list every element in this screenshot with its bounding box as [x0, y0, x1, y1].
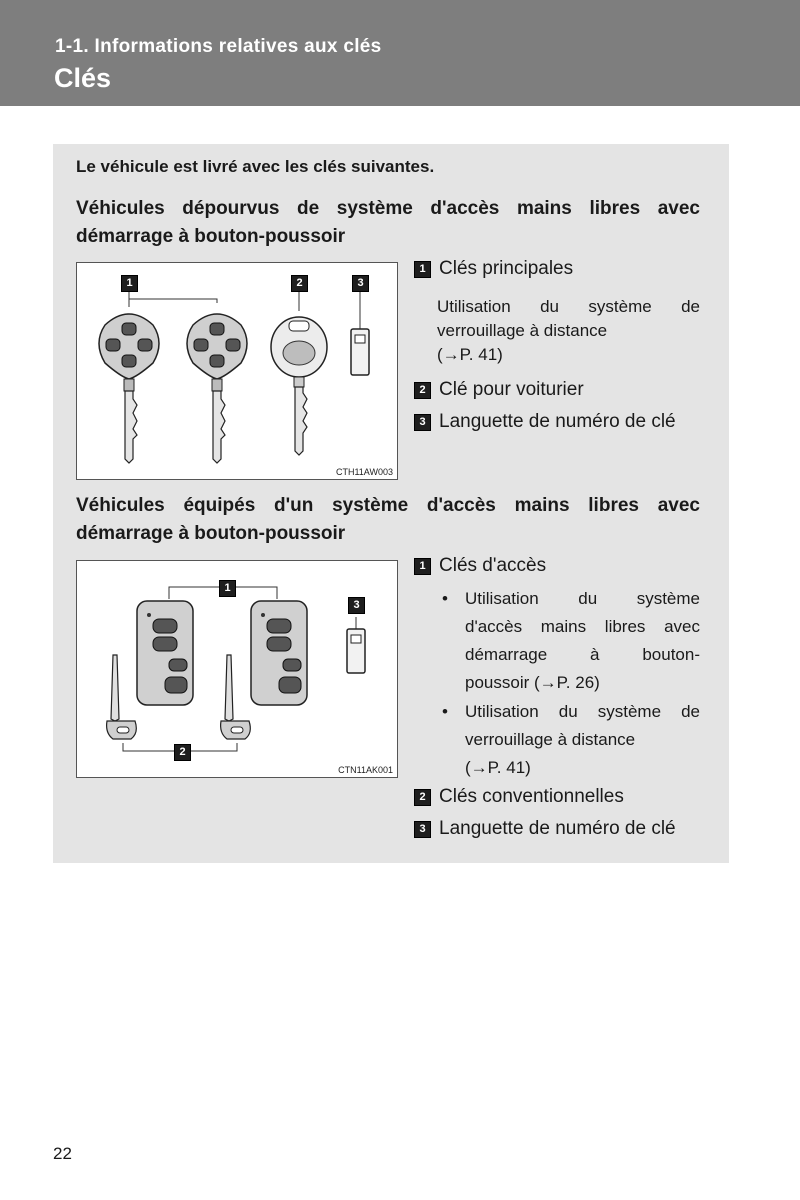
legend-item-electronic-keys — [414, 555, 546, 577]
bullet-line: verrouillage à distance — [465, 730, 636, 749]
section-a-title-line2: démarrage à bouton-poussoir — [76, 226, 346, 247]
legend-item-master-keys — [414, 258, 573, 280]
legend-item-key-number-tag — [414, 411, 676, 433]
figure-b-callout-3: 3 — [348, 597, 365, 614]
page-reference: (→P. 41) — [437, 345, 503, 364]
mechanical-key-1-icon — [107, 655, 137, 739]
master-keys-description — [437, 295, 700, 367]
key-number-tag-icon — [351, 329, 369, 375]
figure-b-callout-1: 1 — [219, 580, 236, 597]
legend-item-valet-key — [414, 379, 584, 401]
figure-keys-with-smart-access — [76, 560, 398, 778]
bullet-line: démarrage à bouton- — [465, 645, 700, 664]
item-label: Languette de numéro de clé — [439, 411, 676, 432]
bullet-dot: • — [442, 589, 448, 608]
master-key-2-icon — [187, 314, 247, 463]
section-title: 1-1. Informations relatives aux clés — [55, 36, 382, 57]
figure-keys-without-smart-access — [76, 262, 398, 480]
page-heading: Clés — [54, 63, 112, 93]
figure-a-callout-1: 1 — [121, 275, 138, 292]
bullet-line: Utilisation du système de — [465, 702, 700, 721]
section-a-title — [76, 195, 700, 251]
bullet-text — [465, 585, 700, 697]
section-b-title-line1: Véhicules équipés d'un système d'accès mains libres avec — [76, 495, 700, 516]
item-number-badge: 1 — [414, 558, 431, 575]
bullet-line: d'accès mains libres avec — [465, 617, 700, 636]
section-b-title — [76, 492, 700, 548]
key-number-tag-icon — [347, 617, 365, 673]
desc-line: Utilisation du système de — [437, 297, 700, 316]
mechanical-key-2-icon — [221, 655, 251, 739]
keys-illustration-a — [77, 263, 397, 479]
item-number-badge: 3 — [414, 414, 431, 431]
bullet-text — [465, 698, 700, 782]
item-number-badge: 1 — [414, 261, 431, 278]
figure-a-callout-3: 3 — [352, 275, 369, 292]
page-reference: (→P. 41) — [465, 758, 531, 777]
figure-b-callout-2: 2 — [174, 744, 191, 761]
legend-item-mechanical-keys — [414, 786, 624, 808]
item-label: Clés conventionnelles — [439, 786, 624, 807]
page-reference: poussoir (→P. 26) — [465, 673, 600, 692]
keys-illustration-b — [77, 561, 397, 777]
desc-line: verrouillage à distance — [437, 321, 608, 340]
bullet-dot: • — [442, 702, 448, 721]
intro-text: Le véhicule est livré avec les clés suivantes. — [76, 157, 435, 176]
section-a-title-line1: Véhicules dépourvus de système d'accès mains libres avec — [76, 198, 700, 219]
section-b-title-line2: démarrage à bouton-poussoir — [76, 523, 346, 544]
item-label: Clés principales — [439, 258, 574, 279]
electronic-key-2-icon — [251, 601, 307, 705]
page-number: 22 — [53, 1144, 72, 1163]
item-label: Clé pour voiturier — [439, 379, 584, 400]
bullet-smart-access — [442, 585, 700, 697]
item-number-badge: 3 — [414, 821, 431, 838]
figure-code: CTH11AW003 — [335, 467, 393, 477]
legend-item-key-number-tag-b — [414, 818, 676, 840]
figure-a-callout-2: 2 — [291, 275, 308, 292]
item-label: Clés d'accès — [439, 555, 547, 576]
valet-key-icon — [271, 317, 327, 455]
chapter-header — [0, 0, 800, 106]
item-number-badge: 2 — [414, 382, 431, 399]
item-label: Languette de numéro de clé — [439, 818, 676, 839]
bullet-line: Utilisation du système — [465, 589, 700, 608]
item-number-badge: 2 — [414, 789, 431, 806]
bullet-remote-lock — [442, 698, 700, 782]
master-key-1-icon — [99, 314, 159, 463]
electronic-key-1-icon — [137, 601, 193, 705]
figure-code: CTN11AK001 — [338, 765, 393, 775]
